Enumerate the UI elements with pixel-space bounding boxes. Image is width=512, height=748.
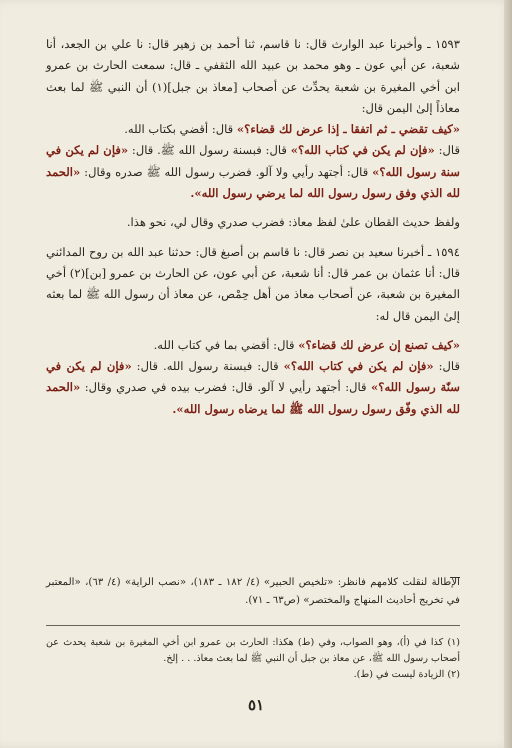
main-text xyxy=(46,34,460,420)
hadith-1594-dialogue-1 xyxy=(46,335,460,356)
response-text: قال: أجتهد رأيي لا آلو. قال: فضرب بيده في صدري وقال: xyxy=(80,380,372,395)
hadith-1593 xyxy=(46,34,460,119)
prophet-quote: «فإن لم يكن في سنة رسول الله؟» xyxy=(46,143,460,179)
narration-note: ولفظ حديث القطان علىٰ لفظ معاذ: فضرب صدري وقال لي، نحو هذا. xyxy=(126,215,460,230)
response-text: قال: فبسنة رسول الله ﷺ. قال: xyxy=(128,143,291,158)
response-text: قال: أقضي بما في كتاب الله. xyxy=(153,337,299,352)
hadith-1593-text: ١٥٩٣ ـ وأخبرنا عبد الوارث قال: نا قاسم، ثنا أحمد بن زهير قال: نا علي بن الجعد، أنا شعبة، عن أبي عون ـ وهو محمد بن عبيد الله الثقفي ـ قال: سمعت الحارث بن عمرو ابن أخي المغيرة بن شعبة يحدِّث عن أصحاب [معاذ بن جبل](١) أن النبي ﷺ لما بعث معاذاً إلىٰ اليمن قال: xyxy=(46,37,460,115)
hadith-1593-dialogue-1 xyxy=(46,119,460,140)
prophet-quote: «كيف تقضي ـ ثم اتفقا ـ إذا عرض لك قضاء؟» xyxy=(236,122,460,137)
footnote-1: (١) كذا في (أ)، وهو الصواب، وفي (ط) هكذا: الحارث بن عمرو ابن أخي المغيرة بن شعبة يحدث عن أصحاب رسول الله ﷺ، عن معاذ بن جبل أن النبي ﷺ لما بعث معاذ. . . إلخ. xyxy=(46,637,460,664)
response-text: قال: xyxy=(434,143,460,158)
response-text: قال: أجتهد رأيي ولا آلو. فضرب رسول الله ﷺ صدره وقال: xyxy=(80,164,373,179)
hadith-1593-dialogue-2 xyxy=(46,140,460,204)
prophet-quote: «فإن لم يكن في كتاب الله؟» xyxy=(283,359,434,374)
response-text: قال: أقضي بكتاب الله. xyxy=(124,122,237,137)
prophet-quote: «الحمد لله الذي وفق رسول رسول الله لما يرضي رسول الله». xyxy=(46,164,460,201)
footnote-divider xyxy=(46,625,460,626)
footnote-2: (٢) الزيادة ليست في (ط). xyxy=(353,669,460,680)
page-edge xyxy=(504,0,512,748)
prophet-quote: «فإن لم يكن في كتاب الله؟» xyxy=(290,143,435,158)
prophet-quote: «فإن لم يكن في سنّة رسول الله؟» xyxy=(46,359,460,395)
prophet-quote: «كيف تصنع إن عرض لك قضاء؟» xyxy=(298,337,460,352)
continued-footnote xyxy=(46,574,460,610)
footnotes xyxy=(46,635,460,683)
hadith-1594-dialogue-2 xyxy=(46,356,460,420)
response-text: قال: فبسنة رسول الله. قال: xyxy=(131,359,284,374)
continued-footnote-text: الإطالة لنقلت كلامهم فانظر: «تلخيص الحبير» (٤/ ١٨٢ ـ ١٨٣)، «نصب الراية» (٤/ ٦٣)، «المعتبر في تخريج أحاديث المنهاج والمختصر» (ص٦٣ ـ ٧١). xyxy=(46,577,460,606)
hadith-1594 xyxy=(46,242,460,327)
page-number: ٥١ xyxy=(247,696,265,714)
response-text: قال: xyxy=(433,359,460,374)
hadith-1594-text: ١٥٩٤ ـ أخبرنا سعيد بن نصر قال: نا قاسم بن أصبغ قال: حدثنا عبد الله بن روح المدائني قال: أنا عثمان بن عمر قال: أنا شعبة، عن أبي عون، عن الحارث بن عمرو [بن](٢) أخي المغيرة بن شعبة، عن أصحاب معاذ من أهل حِمْص، عن معاذ أن رسول الله ﷺ لما بعثه إلىٰ اليمن قال له: xyxy=(46,244,461,323)
prophet-quote: «الحمد لله الذي وفّق رسول رسول الله ﷺ لما يرضاه رسول الله». xyxy=(46,380,460,416)
